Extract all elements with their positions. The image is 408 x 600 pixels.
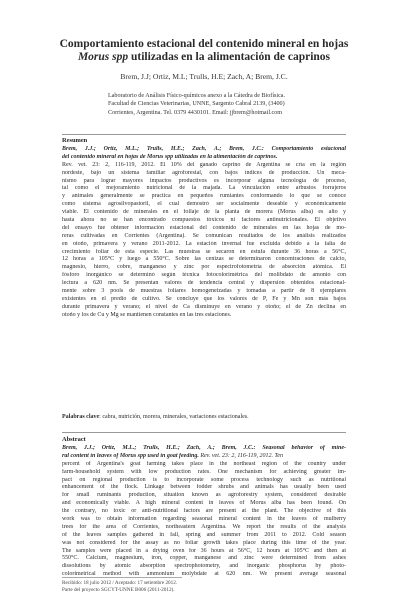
abstract-citation-bold: ral content in leaves of Morus spp used in goat feeding. — [62, 452, 199, 459]
title-line-1: Comportamiento estacional del contenido mineral en hojas — [59, 38, 349, 50]
section-divider — [62, 432, 346, 433]
abstract-line: 550°C. Calcium, magnesium, iron, copper, manganese and zinc were determined from ashes — [62, 555, 346, 562]
resumen-line: existentes en el predio de cultivo. Se concluye que los valores de P, Fe y Mn son más bajos — [62, 295, 346, 302]
footnote-divider — [62, 577, 182, 578]
resumen-line: 12 horas a 105°C y luego a 550°C. Sobre las cenizas se determinaron concentraciones de calcio, — [62, 256, 346, 263]
author-list: Brem, J.J; Ortiz, M.L; Trulls, H.E; Zach, A; Brem, J.C. — [120, 72, 288, 81]
keywords — [62, 414, 346, 420]
resumen-line: crecimiento foliar de esta especie. Las muestras se secaron en estufa durante 36 horas a 56°C, — [62, 248, 346, 255]
section-divider — [62, 134, 346, 135]
abstract-citation: Brem, J.J.; Ortiz, M.L.; Trulls, H.E.; Zach, A.; Brem, J.C.: Seasonal behavior of mine- — [62, 445, 346, 451]
resumen-line: otoño y los de Cu y Mg se mantienen constantes en las tres estaciones. — [62, 311, 232, 318]
resumen-line: nismo para lograr mayores impactos productivos es incorporar alguna tecnología de proceso, — [62, 177, 346, 184]
resumen-line: nordeste, bajo un sistema familiar agroforestal, con bajos índices de producción. Un meca- — [62, 169, 346, 176]
abstract-line: work was to obtain information regarding seasonal mineral content in the leaves of mulberry — [62, 516, 346, 523]
article-title — [40, 38, 368, 64]
affiliation-line: Laboratorio de Análisis Físico-químicos anexo a la Cátedra de Biofísica. — [108, 93, 286, 99]
footnotes — [62, 580, 346, 594]
resumen-line: como sistema agrosilvopastoril, el cual demostró ser socialmente deseable y económicamente — [62, 201, 346, 208]
abstract-line: pact on regional production is to incorporate some process technology such as nutritional — [62, 476, 346, 483]
affiliation-line: Facultad de Ciencias Veterinarias, UNNE, Sargento Cabral 2139, (3400) — [108, 101, 285, 108]
abstract-line: and economically viable. A high mineral content in leaves of Morus alba has been found. On — [62, 500, 346, 507]
affiliation-line: Corrientes, Argentina. Tel. 0379 4430101. Email: jjbrem@hotmail.com — [108, 109, 283, 116]
resumen-line: durante primavera y verano; el nivel de Ca disminuye en verano y otoño; el de Zn declina en — [62, 303, 346, 310]
abstract-line: was not considered for the assay as no foliar growth takes place during this time of the year. — [62, 539, 346, 546]
abstract-citation-ref: Rev. vet. 23: 2, 116-119, 2012. Ten — [198, 452, 283, 459]
resumen-line: hasta ahora no se han encontrado compuestos tóxicos ni factores antinutricionales. El objetivo — [62, 217, 346, 224]
resumen-line: lectura a 620 nm. Se presentan valores de tendencia central y dispersión obtenidos estacional- — [62, 280, 346, 287]
resumen-line: mente sobre 3 pools de muestras foliares homogeneizadas y tomadas a partir de 8 ejemplares — [62, 288, 346, 295]
title-line-2 — [40, 51, 368, 64]
abstract-citation-2 — [62, 453, 346, 461]
resumen-line: y animales generalmente se practica en pequeños rumiantes conformando lo que se conoce — [62, 193, 346, 200]
abstract-heading: Abstract — [62, 436, 86, 443]
resumen-line: en otoño, primavera y verano 2011-2012. La estación invernal fue excluida debido a la falta de — [62, 240, 346, 247]
resumen-line: Rev. vet. 23: 2, 116-119, 2012. El 10% del ganado caprino de Argentina se cría en la región — [62, 161, 346, 168]
abstract-line: of the leaves samples gathered in fall, spring and summer from 2011 to 2012. Cold season — [62, 531, 346, 538]
abstract-line: trees for the area of Corrientes, northeastern Argentina. We report the results of the analysis — [62, 523, 346, 530]
abstract-body — [62, 445, 346, 579]
keywords-label: Palabras clave — [62, 414, 100, 420]
resumen-line: viable. El contenido de minerales en el follaje de la planta de morera (Morus alba) es alto y — [62, 209, 346, 216]
resumen-citation: Brem, J.J.; Ortiz, M.L.; Trulls, H.E.; Zach, A.; Brem, J.C.: Comportamiento estacional — [62, 146, 346, 152]
title-species: Morus spp — [77, 51, 129, 63]
abstract-line: the contrary, no toxic or anti-nutritional factors are present at the plant. The objective of this — [62, 508, 346, 515]
project-note: Parte del proyecto SGCYT-UNNE B006 (2011-2012). — [62, 587, 175, 593]
resumen-line: tal como el mejoramiento nutricional de la majada. La vinculación entre arbustos forrajeros — [62, 185, 346, 192]
received-note: Recibido: 18 julio 2012 / Aceptado: 17 setiembre 2012. — [62, 580, 178, 586]
resumen-heading: Resumen — [62, 137, 88, 144]
abstract-line: for small ruminants production, situation known as agroforestry system, considered desirable — [62, 492, 346, 499]
title-line-2-rest: utilizadas en la alimentación de caprinos — [128, 51, 331, 63]
abstract-line: dissolutions by atomic absorption spectrophotometry, and inorganic phosphorus by photo- — [62, 563, 346, 570]
resumen-body — [62, 146, 346, 320]
resumen-line: reras cultivadas en Corrientes (Argentina). Se comunican resultados de los análisis realizados — [62, 232, 346, 239]
resumen-line: magnesio, hierro, cobre, manganeso y zinc por espectrofotometría de absorción atómica. El — [62, 264, 346, 271]
resumen-line: fósforo inorgánico se determinó según técnica fotocolorimétrica del molibdato de amonio con — [62, 272, 346, 279]
resumen-citation-2: del contenido mineral en hojas de Morus spp utilizadas en la alimentación de caprinos. — [62, 153, 278, 160]
abstract-line: The samples were placed in a drying oven for 36 hours at 56°C, 12 hours at 105°C and then at — [62, 547, 346, 554]
resumen-line: del ensayo fue obtener información estacional del contenido de minerales en las hojas de mo- — [62, 224, 346, 231]
abstract-line: colorimetrical method with ammonium molybdate at 620 nm. We present average seasonal — [62, 571, 346, 578]
keywords-text: : cabra, nutrición, morera, minerales, variaciones estacionales. — [99, 414, 249, 420]
affiliation — [108, 92, 338, 117]
abstract-line: percent of Argentina's goat farming takes place in the northeast region of the country under — [62, 460, 346, 467]
abstract-line: enhancement of the flock. Linkage between fodder shrubs and animals has usually been used — [62, 484, 346, 491]
abstract-line: farm-household system with low production rates. One mechanism for achieving greater im- — [62, 468, 346, 475]
